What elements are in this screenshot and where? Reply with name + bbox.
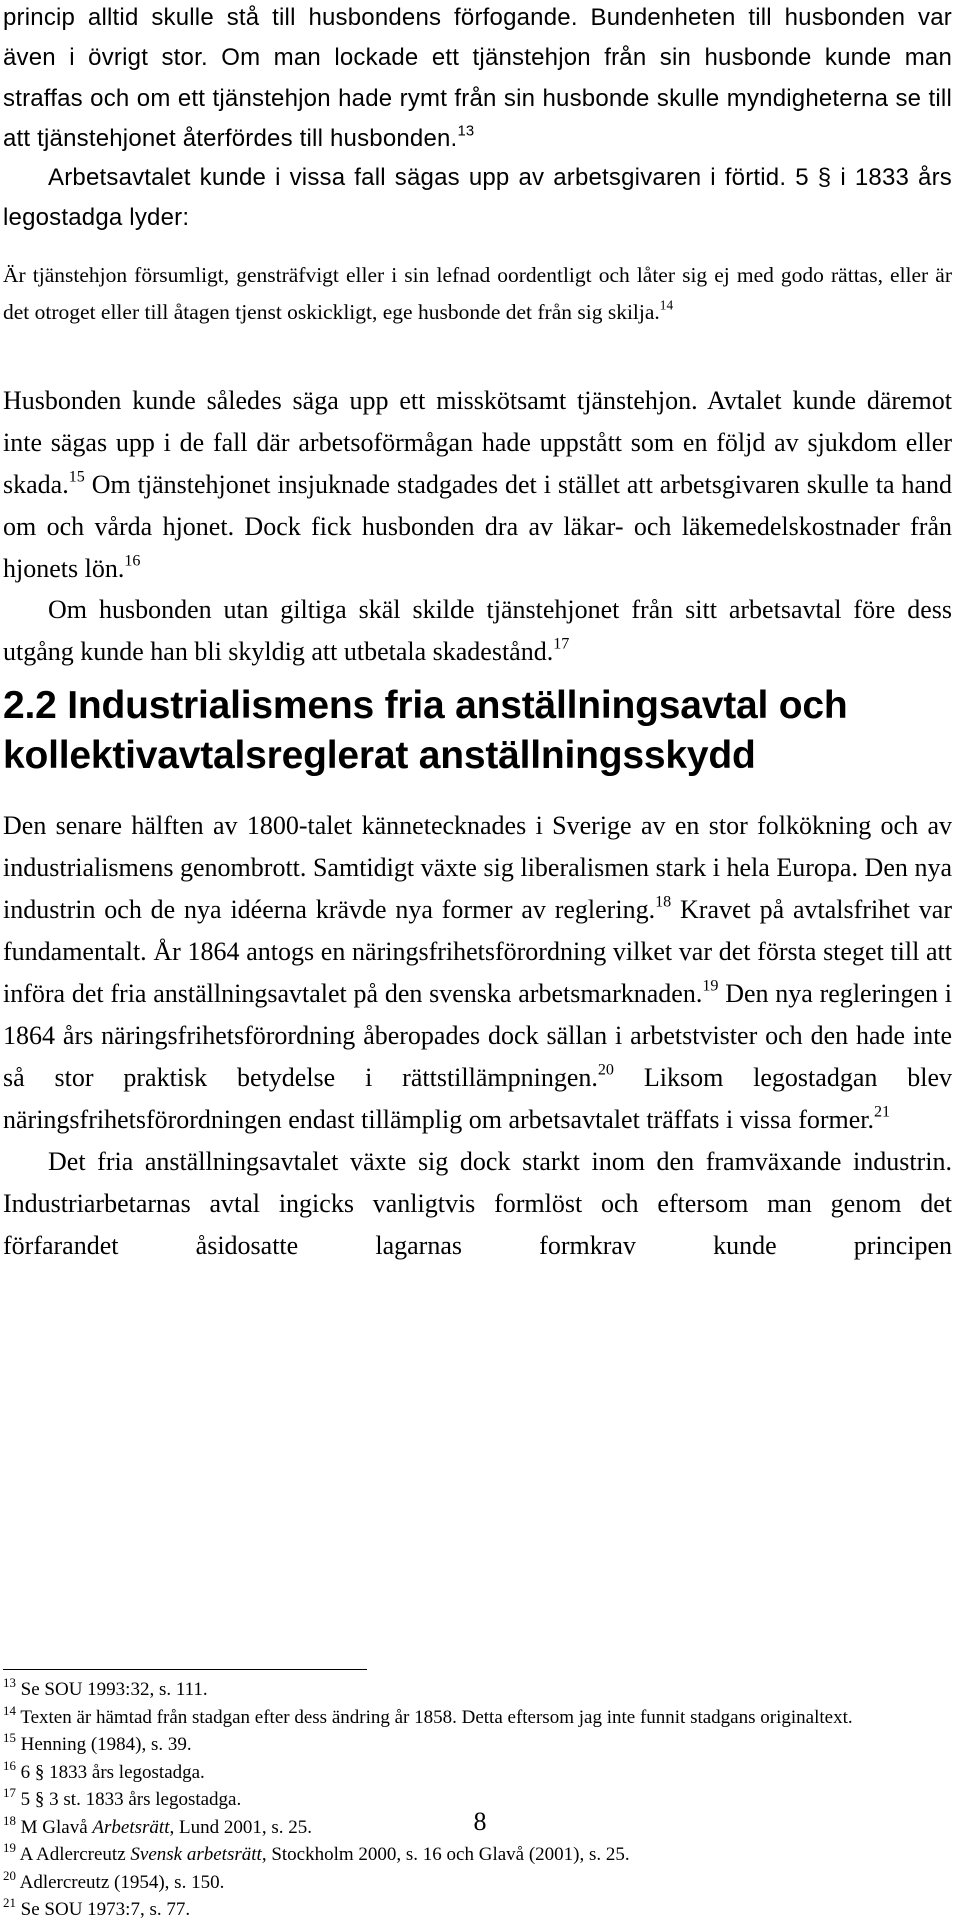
footnote-text: , Stockholm 2000, s. 16 och Glavå (2001), s. 25. (261, 1844, 630, 1865)
footnotes (3, 1676, 952, 1924)
footnote-text: A Adlercreutz (15, 1844, 131, 1865)
paragraph-text: Den nya regleringen i 1864 års näringsfrihetsförordning åberopades dock sällan i arbetstvister och den hade inte så stor praktisk betydelse i rättstillämpningen. (3, 979, 952, 1092)
heading-line-2: kollektivavtalsreglerat anställningsskydd (3, 734, 756, 777)
footnote-ref-16: 16 (124, 552, 141, 570)
footnote-text: 6 § 1833 års legostadga. (15, 1761, 205, 1783)
footnote-16 (3, 1759, 952, 1787)
footnote-ref-15: 15 (68, 468, 85, 486)
paragraph-text: Kravet på avtalsfrihet var fundamentalt. År 1864 antogs en näringsfrihetsförordning vilket var det första steget till att införa det fria anställningsavtalet på den svenska arbetsmarknaden. (3, 895, 952, 1008)
footnote-text: Henning (1984), s. 39. (15, 1734, 192, 1755)
paragraph-industrialism (3, 805, 952, 1141)
footnote-text: M Glavå (15, 1816, 93, 1838)
quote-text: Är tjänstehjon försumligt, gensträfvigt eller i sin lefnad oordentligt och låter sig ej med godo rättas, eller är det otroget eller till åtagen tjenst oskickligt, ege husbonde det från sig skilja. (3, 263, 952, 324)
footnote-ref-17: 17 (553, 635, 570, 653)
page-number: 8 (473, 1807, 487, 1836)
paragraph-text: Den senare hälften av 1800-talet kännetecknades i Sverige av en stor folkökning och av industrialismens genombrott. Samtidigt växte sig liberalismen stark i hela Europa. Den nya industrin och de nya idéerna krävde nya former av reglering. (3, 811, 952, 924)
paragraph-text: Det fria anställningsavtalet växte sig dock starkt inom den framväxande industrin. Industriarbetarnas avtal ingicks vanligtvis formlöst och eftersom man genom det förfarandet åsidosatte lagarnas formkrav kunde principen (3, 1147, 952, 1260)
section-heading (3, 681, 952, 781)
footnote-text: Adlercreutz (1954), s. 150. (15, 1871, 225, 1893)
footnote-number: 13 (3, 1675, 16, 1690)
footnote-ref-20: 20 (597, 1061, 614, 1079)
paragraph-text: Husbonden kunde således säga upp ett misskötsamt tjänstehjon. Avtalet kunde däremot inte sägas upp i de fall där arbetsoförmågan hade uppstått som en följd av sjukdom eller skada. (3, 386, 952, 499)
block-quote (3, 257, 952, 331)
footnote-text: , Lund 2001, s. 25. (169, 1816, 312, 1838)
paragraph-text: Liksom legostadgan blev näringsfrihetsförordningen endast tillämplig om arbetsavtalet träffats i vissa former. (3, 1063, 952, 1134)
paragraph-continuation (3, 0, 952, 159)
footnote-number: 20 (3, 1867, 16, 1883)
footnote-text: Se SOU 1973:7, s. 77. (15, 1899, 191, 1920)
footnote-number: 16 (3, 1757, 16, 1773)
footnote-number: 15 (3, 1730, 16, 1745)
paragraph-text: princip alltid skulle stå till husbondens förfogande. Bundenheten till husbonden var även i övrigt stor. Om man lockade ett tjänstehjon från sin husbonde kunde man straffas och om ett tjänstehjon hade rymt från sin husbonde skulle myndigheterna se till att tjänstehjonet återfördes till husbonden. (3, 4, 952, 152)
footnote-number: 14 (3, 1702, 16, 1718)
footnote-number: 18 (3, 1812, 16, 1828)
footnote-21 (3, 1896, 952, 1924)
footnote-ref-19: 19 (702, 977, 719, 995)
footnote-ref-13: 13 (457, 123, 475, 140)
footnote-15 (3, 1731, 952, 1759)
footnote-number: 17 (3, 1785, 16, 1800)
paragraph-text: Arbetsavtalet kunde i vissa fall sägas upp av arbetsgivaren i förtid. 5 § i 1833 års legostadga lyder: (3, 164, 952, 232)
footnote-text: Se SOU 1993:32, s. 111. (15, 1679, 208, 1700)
footnote-book-title: Arbetsrätt (92, 1816, 170, 1838)
footnote-number: 19 (3, 1840, 16, 1855)
paragraph-uppsagning (3, 380, 952, 590)
footnote-ref-21: 21 (874, 1103, 891, 1121)
paragraph-text: Om husbonden utan giltiga skäl skilde tjänstehjonet från sitt arbetsavtal före dess utgång kunde han bli skyldig att utbetala skadestånd. (3, 595, 952, 666)
footnote-19 (3, 1841, 952, 1869)
footnote-ref-18: 18 (655, 893, 672, 911)
paragraph-legostadga-intro (3, 158, 952, 239)
footnote-ref-14: 14 (659, 297, 674, 313)
footnote-text: Texten är hämtad från stadgan efter dess ändring år 1858. Detta eftersom jag inte funnit stadgans originaltext. (15, 1706, 853, 1728)
footnote-number: 21 (3, 1895, 16, 1910)
footnote-text: 5 § 3 st. 1833 års legostadga. (15, 1789, 242, 1810)
paragraph-skadestand (3, 589, 952, 673)
footnote-13 (3, 1676, 952, 1704)
paragraph-fria-anstallningsavtalet (3, 1141, 952, 1267)
footnote-14 (3, 1704, 952, 1732)
footnote-separator (3, 1669, 367, 1670)
heading-line-1: 2.2 Industrialismens fria anställningsavtal och (3, 684, 848, 727)
paragraph-text: Om tjänstehjonet insjuknade stadgades det i stället att arbetsgivaren skulle ta hand om och vårda hjonet. Dock fick husbonden dra av läkar- och läkemedelskostnader från hjonets lön. (3, 470, 952, 583)
footnote-book-title: Svensk arbetsrätt (130, 1844, 262, 1865)
footnote-20 (3, 1869, 952, 1897)
